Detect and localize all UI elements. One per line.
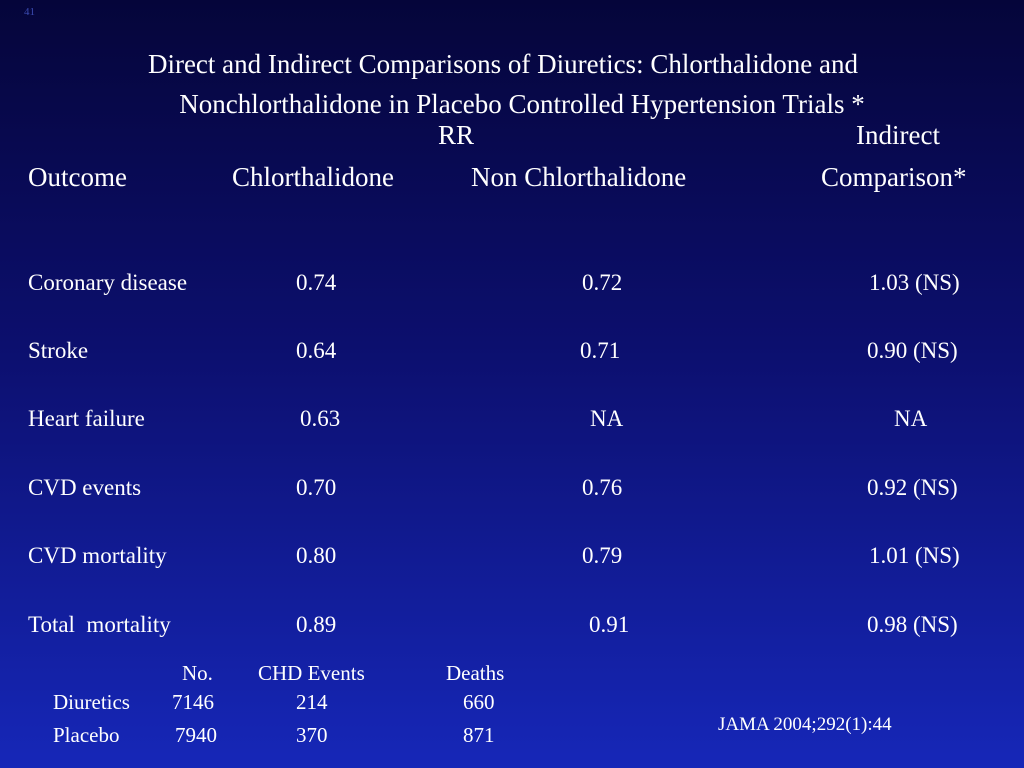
slide-title-line-2: Nonchlorthalidone in Placebo Controlled Hypertension Trials * (179, 89, 865, 119)
row-non-chlorthalidone-rr: 0.76 (582, 475, 623, 500)
row-non-chlorthalidone-rr: NA (590, 406, 624, 431)
row-indirect-comparison: 0.92 (NS) (867, 475, 958, 500)
row-chlorthalidone-rr: 0.89 (296, 612, 337, 637)
row-outcome: Total mortality (28, 612, 171, 637)
footer-row-chd: 214 (296, 690, 328, 714)
header-indirect: Indirect (856, 120, 940, 150)
row-outcome: CVD mortality (28, 543, 167, 568)
row-indirect-comparison: NA (894, 406, 928, 431)
row-indirect-comparison: 1.03 (NS) (869, 270, 960, 295)
header-rr: RR (438, 120, 475, 150)
footer-row-deaths: 660 (463, 690, 495, 714)
footer-row-label: Diuretics (53, 690, 130, 714)
row-indirect-comparison: 0.90 (NS) (867, 338, 958, 363)
footer-row-label: Placebo (53, 723, 120, 747)
header-chlorthalidone: Chlorthalidone (232, 162, 394, 192)
footer-row-deaths: 871 (463, 723, 495, 747)
row-outcome: Stroke (28, 338, 89, 363)
page-number: 41 (24, 6, 35, 18)
row-non-chlorthalidone-rr: 0.71 (580, 338, 621, 363)
row-indirect-comparison: 1.01 (NS) (869, 543, 960, 568)
footer-row-chd: 370 (296, 723, 328, 747)
row-indirect-comparison: 0.98 (NS) (867, 612, 958, 637)
footer-header-chd-events: CHD Events (258, 661, 365, 685)
footer-header-deaths: Deaths (446, 661, 505, 685)
header-non-chlorthalidone: Non Chlorthalidone (471, 162, 687, 192)
row-chlorthalidone-rr: 0.70 (296, 475, 337, 500)
row-chlorthalidone-rr: 0.64 (296, 338, 337, 363)
footer-row-no: 7146 (172, 690, 214, 714)
header-outcome: Outcome (28, 162, 127, 192)
row-outcome: Coronary disease (28, 270, 188, 295)
row-chlorthalidone-rr: 0.63 (300, 406, 341, 431)
row-outcome: CVD events (28, 475, 142, 500)
row-chlorthalidone-rr: 0.80 (296, 543, 337, 568)
row-non-chlorthalidone-rr: 0.79 (582, 543, 623, 568)
footer-header-no: No. (182, 661, 213, 685)
row-non-chlorthalidone-rr: 0.72 (582, 270, 623, 295)
row-outcome: Heart failure (28, 406, 145, 431)
footer-row-no: 7940 (175, 723, 217, 747)
citation: JAMA 2004;292(1):44 (718, 714, 892, 735)
slide-title-line-1: Direct and Indirect Comparisons of Diuretics: Chlorthalidone and (147, 49, 859, 79)
row-non-chlorthalidone-rr: 0.91 (589, 612, 630, 637)
header-comparison: Comparison* (821, 162, 967, 192)
row-chlorthalidone-rr: 0.74 (296, 270, 337, 295)
